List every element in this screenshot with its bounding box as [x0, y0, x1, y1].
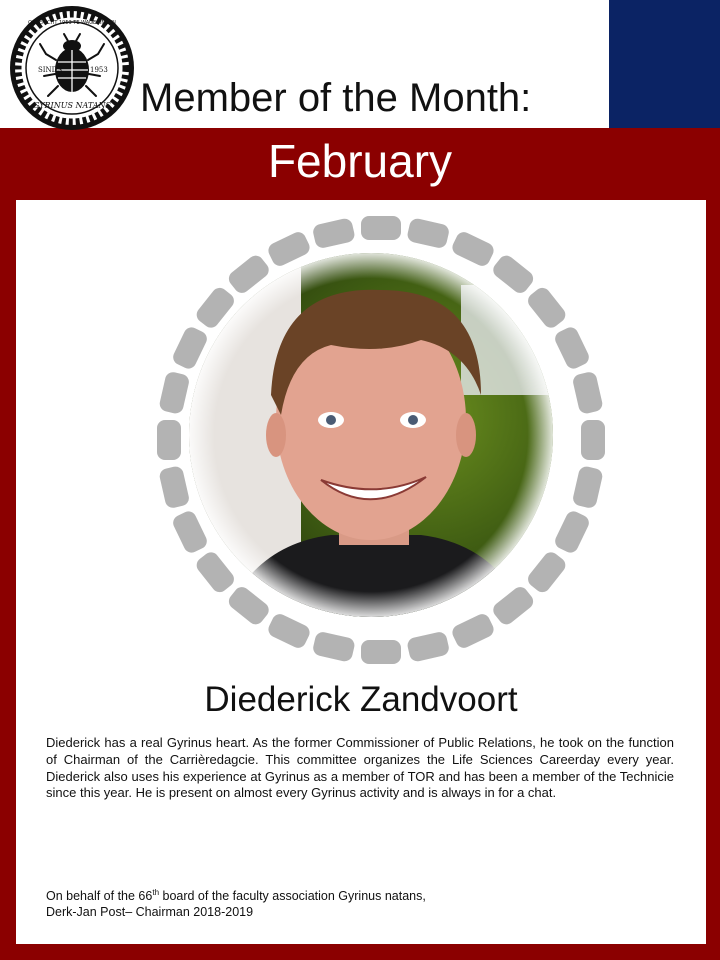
ring-segment	[157, 420, 181, 460]
logo-right-text: 1953	[90, 66, 108, 74]
ring-segment	[572, 465, 604, 509]
signoff	[46, 885, 674, 920]
ring-segment	[361, 640, 401, 664]
logo-left-text: SINDS	[38, 66, 63, 74]
logo-outer-text: OPGERICHT 1953 TE WAGENINGEN	[28, 20, 116, 26]
ring-segment	[312, 631, 356, 663]
member-panel	[16, 200, 706, 944]
member-name: Diederick Zandvoort	[204, 680, 518, 719]
member-photo	[181, 245, 561, 625]
signoff-prefix: On behalf of the 66	[46, 889, 153, 904]
signoff-line-2: Derk-Jan Post– Chairman 2018-2019	[46, 905, 254, 920]
signoff-suffix: board of the faculty association Gyrinus natans,	[159, 889, 426, 904]
logo-bottom-text: GYRINUS NATANS	[33, 101, 111, 110]
ring-segment	[581, 420, 605, 460]
accent-block	[609, 0, 720, 128]
month-label: February	[267, 135, 453, 187]
page-title: Member of the Month:	[140, 76, 532, 120]
member-bio: Diederick has a real Gyrinus heart. As the former Commissioner of Public Relations, he took on the function of Chairman of the Carrièredagcie. This committee organizes the Life Sciences Careerday every year. Diederick also uses his experience at Gyrinus as a member of TOR and has been a member of the Technicie since this year. He is present on almost every Gyrinus activity and is always in for a chat.	[46, 735, 674, 801]
gyrinus-logo	[8, 4, 136, 132]
signoff-ordinal: th	[152, 888, 160, 897]
ring-segment	[361, 216, 401, 240]
signoff-line-1	[46, 885, 674, 904]
ring-segment	[406, 631, 450, 663]
ring-segment	[572, 371, 604, 415]
